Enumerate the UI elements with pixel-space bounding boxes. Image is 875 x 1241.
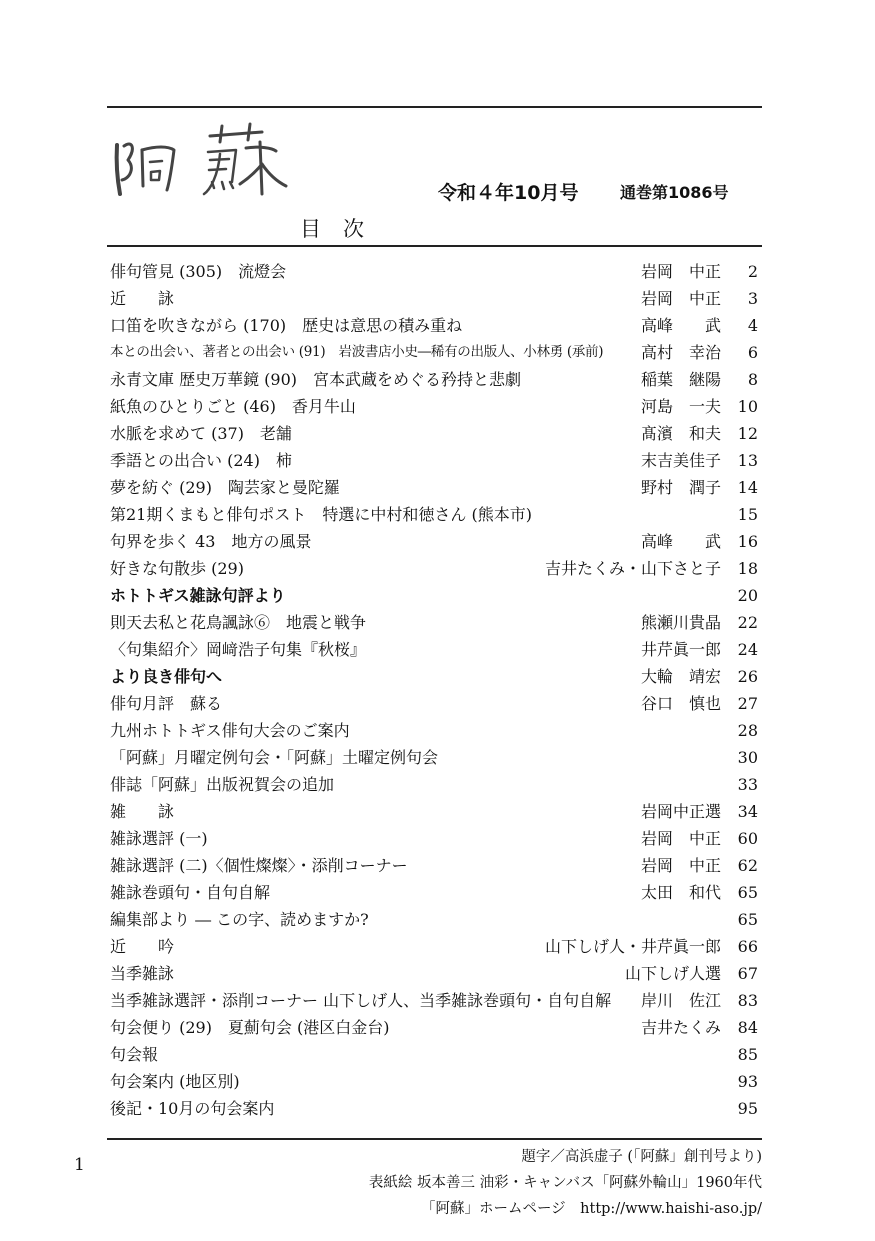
toc-title: 俳句月評 蘇る [110,694,223,713]
toc-author: 井芹眞一郎 [640,640,721,659]
toc-entry[interactable] [110,609,758,636]
toc-page: 10 [737,397,758,416]
toc-entry[interactable] [110,1041,758,1068]
toc-page: 85 [737,1045,758,1064]
toc-author: 岸川 佐江 [640,991,721,1010]
toc-entry[interactable] [110,339,758,366]
toc-entry[interactable] [110,285,758,312]
toc-entry[interactable] [110,1068,758,1095]
toc-page: 66 [737,937,758,956]
toc-author: 吉井たくみ [640,1018,721,1037]
toc-page: 65 [737,883,758,902]
toc-page: 30 [737,748,758,767]
toc-page: 13 [737,451,758,470]
toc-author: 髙濱 和夫 [640,424,721,443]
top-rule [107,106,762,108]
toc-entry[interactable] [110,663,758,690]
toc-title: 本との出会い、著者との出会い (91) 岩波書店小史―稀有の出版人、小林勇 (承前) [110,344,604,360]
toc-title: 雑詠選評 (二)〈個性燦燦〉・添削コーナー [110,856,408,875]
toc-author: 高峰 武 [640,532,721,551]
toc-title: 近 吟 [110,937,175,956]
toc-page: 18 [737,559,758,578]
toc-author: 太田 和代 [640,883,721,902]
toc-title: 雑詠選評 (一) [110,829,208,848]
cover-art-credit: 表紙絵 坂本善三 油彩・キャンバス「阿蘇外輪山」1960年代 [368,1175,762,1191]
toc-title: 則天去私と花鳥諷詠⑥ 地震と戦争 [110,613,367,632]
toc-page: 28 [737,721,758,740]
toc-title: 雑 詠 [110,802,175,821]
toc-title: 〈句集紹介〉岡﨑浩子句集『秋桜』 [110,640,367,659]
toc-author: 山下しげ人・井芹眞一郎 [544,937,721,956]
toc-author: 岩岡 中正 [640,289,721,308]
toc-title: 第21期くまもと俳句ポスト 特選に中村和徳さん (熊本市) [110,505,532,524]
toc-title: 句会案内 (地区別) [110,1072,240,1091]
toc-title: 句界を歩く 43 地方の風景 [110,532,312,551]
toc-page: 26 [737,667,758,686]
toc-page: 83 [737,991,758,1010]
toc-title: 俳誌「阿蘇」出版祝賀会の追加 [110,775,335,794]
toc-entry[interactable] [110,1095,758,1122]
toc-page: 84 [737,1018,758,1037]
toc-author: 岩岡 中正 [640,262,721,281]
toc-page: 12 [737,424,758,443]
toc-title: 九州ホトトギス俳句大会のご案内 [110,721,350,740]
toc-author: 岩岡 中正 [640,829,721,848]
volume-number: 通巻第1086号 [620,183,729,202]
toc-page: 33 [737,775,758,794]
header-rule [107,245,762,247]
toc-author: 高峰 武 [640,316,721,335]
toc-entry[interactable] [110,528,758,555]
toc-title: 口笛を吹きながら (170) 歴史は意思の積み重ね [110,316,463,335]
toc-author: 河島 一夫 [640,397,721,416]
toc-entry[interactable] [110,906,758,933]
toc-page: 4 [747,316,758,335]
toc-entry[interactable] [110,744,758,771]
toc-author: 岩岡中正選 [640,802,721,821]
table-of-contents [110,258,758,1122]
toc-title: 紙魚のひとりごと (46) 香月牛山 [110,397,356,416]
toc-author: 野村 潤子 [640,478,721,497]
toc-page: 8 [747,370,758,389]
toc-title: 永青文庫 歴史万華鏡 (90) 宮本武蔵をめぐる矜持と悲劇 [110,370,522,389]
toc-entry[interactable] [110,366,758,393]
toc-entry[interactable] [110,825,758,852]
toc-page: 65 [737,910,758,929]
aso-calligraphy-logo [112,120,292,200]
toc-page: 60 [737,829,758,848]
toc-title: 季語との出合い (24) 柿 [110,451,292,470]
toc-entry[interactable] [110,1014,758,1041]
toc-title: より良き俳句へ [110,667,223,686]
toc-author: 吉井たくみ・山下さと子 [544,559,721,578]
toc-page: 95 [737,1099,758,1118]
toc-author: 岩岡 中正 [640,856,721,875]
toc-entry[interactable] [110,852,758,879]
toc-title: 後記・10月の句会案内 [110,1099,275,1118]
toc-author: 稲葉 継陽 [640,370,721,389]
toc-title: 句会便り (29) 夏薊句会 (港区白金台) [110,1018,390,1037]
toc-page: 15 [737,505,758,524]
toc-entry[interactable] [110,771,758,798]
toc-title: 好きな句散歩 (29) [110,559,244,578]
toc-entry[interactable] [110,582,758,609]
toc-entry[interactable] [110,447,758,474]
toc-page: 22 [737,613,758,632]
toc-author: 山下しげ人選 [624,964,721,983]
toc-title: 「阿蘇」月曜定例句会・「阿蘇」土曜定例句会 [110,748,439,767]
website-link[interactable]: 「阿蘇」ホームページ http://www.haishi-aso.jp/ [420,1201,762,1217]
toc-page: 2 [747,262,758,281]
toc-page: 20 [737,586,758,605]
toc-entry[interactable] [110,393,758,420]
toc-page: 62 [737,856,758,875]
toc-title: 近 詠 [110,289,175,308]
toc-entry[interactable] [110,312,758,339]
toc-title: 当季雑詠選評・添削コーナー 山下しげ人、当季雑詠巻頭句・自句自解 [110,991,612,1010]
toc-entry[interactable] [110,960,758,987]
toc-title: 雑詠巻頭句・自句自解 [110,883,271,902]
toc-page: 34 [737,802,758,821]
toc-entry[interactable] [110,555,758,582]
toc-author: 谷口 慎也 [640,694,721,713]
toc-page: 67 [737,964,758,983]
toc-page: 16 [737,532,758,551]
toc-entry[interactable] [110,798,758,825]
toc-entry[interactable] [110,690,758,717]
toc-page: 6 [747,343,758,362]
toc-page: 93 [737,1072,758,1091]
toc-author: 大輪 靖宏 [640,667,721,686]
footer-rule [107,1138,762,1140]
toc-title: 夢を紡ぐ (29) 陶芸家と曼陀羅 [110,478,340,497]
toc-title: 当季雑詠 [110,964,175,983]
toc-entry[interactable] [110,933,758,960]
toc-entry[interactable] [110,987,758,1014]
toc-page: 3 [747,289,758,308]
toc-entry[interactable] [110,879,758,906]
toc-page: 14 [737,478,758,497]
toc-title: ホトトギス雑詠句評より [110,586,286,605]
credits [369,1144,762,1222]
issue-date: 令和４年10月号 [438,182,579,204]
toc-author: 末吉美佳子 [640,451,721,470]
toc-title: 水脈を求めて (37) 老舗 [110,424,292,443]
toc-entry[interactable] [110,636,758,663]
toc-page: 24 [737,640,758,659]
page-number: 1 [74,1155,85,1175]
toc-page: 27 [737,694,758,713]
toc-entry[interactable] [110,717,758,744]
title-calligraphy-credit: 題字／高浜虚子 (「阿蘇」創刊号より) [521,1149,762,1165]
toc-title: 編集部より ― この字、読めますか? [110,910,369,929]
toc-author: 熊瀬川貴晶 [640,613,721,632]
toc-entry[interactable] [110,501,758,528]
toc-entry[interactable] [110,258,758,285]
toc-author: 高村 幸治 [640,343,721,362]
toc-entry[interactable] [110,420,758,447]
toc-title: 俳句管見 (305) 流燈会 [110,262,287,281]
toc-entry[interactable] [110,474,758,501]
toc-heading: 目次 [300,217,386,241]
toc-title: 句会報 [110,1045,159,1064]
